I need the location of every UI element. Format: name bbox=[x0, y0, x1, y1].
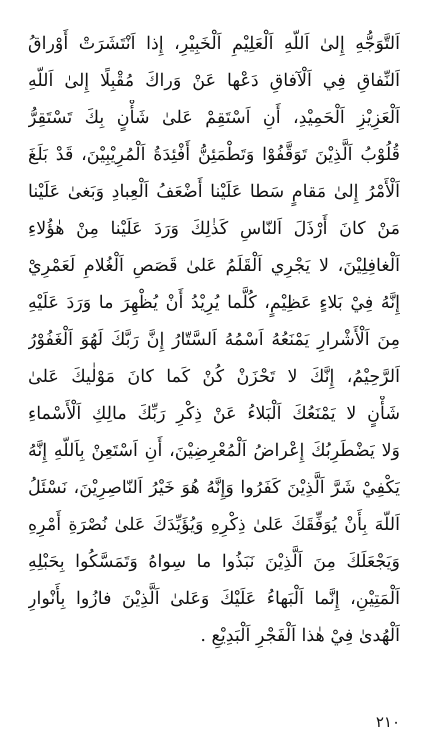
body-text bbox=[28, 26, 400, 655]
text-line-6: مَنْ كانَ أَرْذَلَ اَلنّاسِ كَذٰلِكَ وَرَدَ عَلَيْنا مِنْ هٰؤُلاءِ bbox=[28, 219, 400, 239]
text-line-13: يَكْفِيْ شَرَّ اَلَّذِيْنَ كَفَرُوا وَإِنَّهُ هُوَ خَيْرُ اَلنّاصِرِيْنَ، نَسْئَلُ bbox=[28, 478, 400, 498]
text-line-10: اَلرَّحِيْمُ، إِنَّكَ لا تَحْزَنْ كُنْ كَما كانَ مَوْلٰيكَ عَلىٰ bbox=[28, 367, 400, 387]
text-line-1: اَلتَّوَجُّهِ إِلىٰ اَللّهِ اَلْعَلِيْمِ اَلْخَبِيْرِ، إِذا اَنْتَشَرَتْ أَوْراقُ bbox=[28, 34, 400, 54]
text-line-9: مِنَ اَلْأَشْرارِ يَمْنَعُهُ اَسْمُهُ اَلسَّتّارُ إِنَّ رَبَّكَ لَهُوَ اَلْغَفُوْرُ bbox=[28, 330, 400, 350]
page-number: ٢١٠ bbox=[375, 713, 400, 731]
text-line-15: وَيَجْعَلَكَ مِنَ اَلَّذِيْنَ نَبَذُوا ما سِواهُ وَتَمَسَّكُوا بِحَبْلِهِ bbox=[28, 552, 400, 572]
text-line-12: وَلا يَضْطَرِبُكَ إِعْراضُ اَلْمُعْرِضِيْنَ، أَنِ اَسْتَعِنْ بِاَللّهِ إِنَّهُ bbox=[28, 441, 400, 461]
text-line-4: قُلُوْبُ اَلَّذِيْنَ تَوَقَّفُوْا وَتَطْمَئِنُّ أَفْئِدَةُ اَلْمُرِيْبِيْنَ، قَدْ بَلَغَ bbox=[28, 145, 400, 165]
text-line-14: اَللّهَ بِأَنْ يُوَفِّقَكَ عَلىٰ ذِكْرِهِ وَيُؤَيِّدَكَ عَلىٰ نُصْرَةِ أَمْرِهِ bbox=[28, 515, 400, 535]
text-line-17: اَلْهُدىٰ فِيْ هٰذا اَلْفَجْرِ اَلْبَدِيْعِ . bbox=[200, 626, 400, 646]
text-line-7: اَلْغافِلِيْنَ، لا يَجْرِي اَلْقَلَمُ عَلىٰ قَصَصِ اَلْغُلامِ لَعَمْرِيْ bbox=[28, 256, 400, 276]
text-line-2: اَلنِّفاقِ فِي اَلْآفاقِ دَعْها عَنْ وَراكَ مُقْبِلًا إِلىٰ اَللّهِ bbox=[28, 71, 400, 91]
text-line-16: اَلْمَتِيْنِ، إِنَّما اَلْبَهاءُ عَلَيْكَ وَعَلىٰ اَلَّذِيْنَ فازُوا بِأَنْوارِ bbox=[28, 589, 400, 609]
text-line-11: شَأْنٍ لا يَمْنَعُكَ اَلْبَلاءُ عَنْ ذِكْرِ رَبِّكَ مالِكِ اَلْأَسْماءِ bbox=[28, 404, 400, 424]
text-line-8: إِنَّهُ فِيْ بَلاءٍ عَظِيْمٍ، كُلَّما يُرِيْدُ أَنْ يُظْهِرَ ما وَرَدَ عَلَيْهِ bbox=[28, 293, 400, 313]
text-line-5: اَلْأَمْرُ إِلىٰ مَقامٍ سَطا عَلَيْنا أَضْعَفُ اَلْعِبادِ وَبَغىٰ عَلَيْنا bbox=[28, 182, 400, 202]
text-line-3: اَلْعَزِيْزِ اَلْحَمِيْدِ، أَنِ اَسْتَقِمْ عَلىٰ شَأْنٍ بِكَ تَسْتَقِرُّ bbox=[28, 108, 400, 128]
